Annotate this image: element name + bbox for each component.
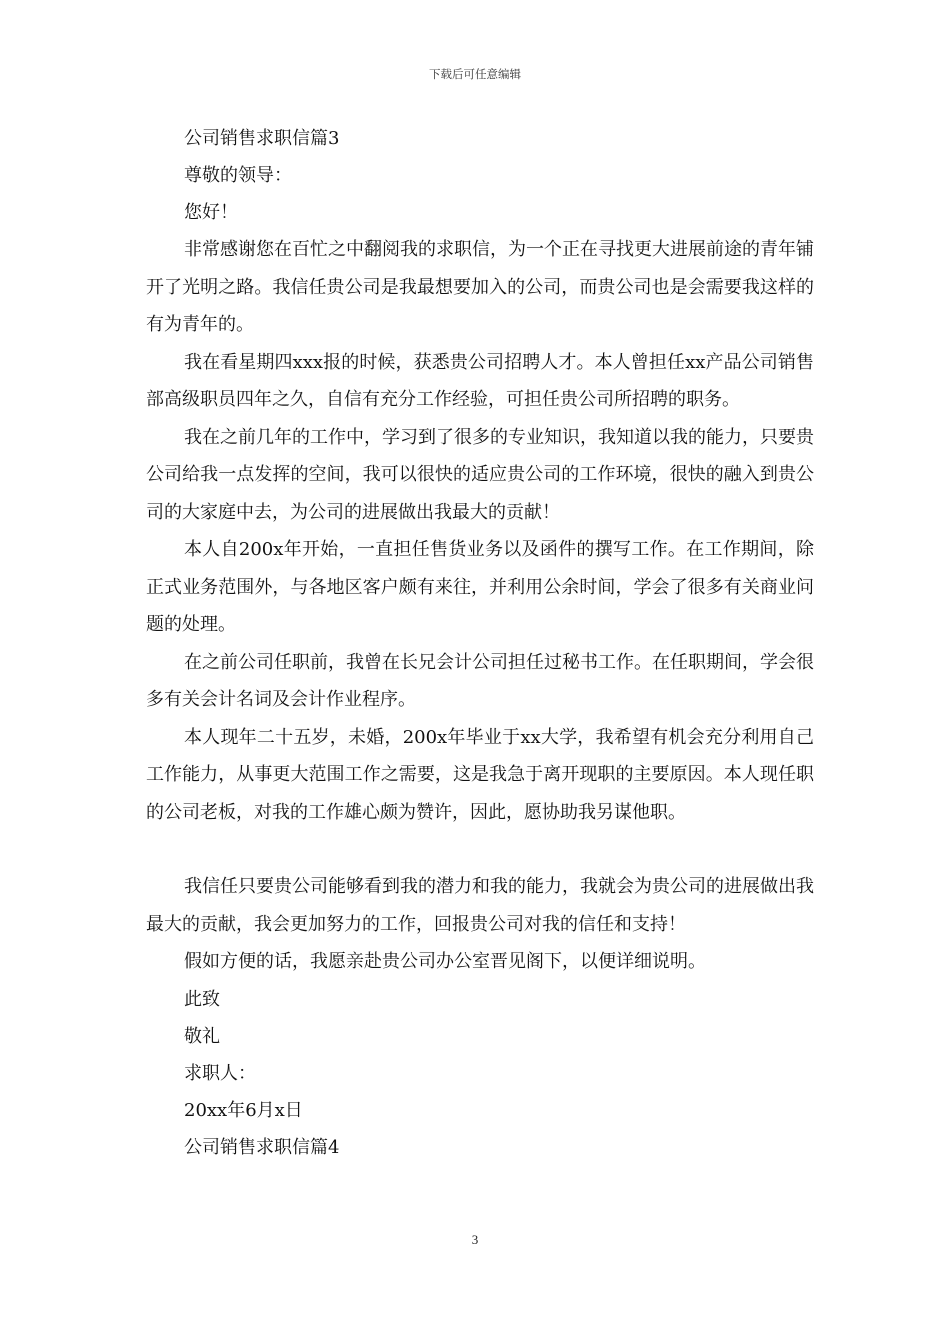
paragraph: 本人自200x年开始，一直担任售货业务以及函件的撰写工作。在工作期间，除正式业务范围外，与各地区客户颇有来往，并利用公余时间，学会了很多有关商业问题的处理。 — [146, 539, 814, 635]
letter-title: 公司销售求职信篇3 — [184, 128, 340, 149]
paragraph: 非常感谢您在百忙之中翻阅我的求职信，为一个正在寻找更大进展前途的青年铺开了光明之路。我信任贵公司是我最想要加入的公司，而贵公司也是会需要我这样的有为青年的。 — [146, 239, 814, 335]
salutation: 尊敬的领导： — [184, 165, 292, 186]
paragraph: 我在之前几年的工作中，学习到了很多的专业知识，我知道以我的能力，只要贵公司给我一点发挥的空间，我可以很快的适应贵公司的工作环境，很快的融入到贵公司的大家庭中去，为公司的进展做出我最大的贡献！ — [146, 426, 814, 523]
document-body — [146, 120, 814, 1166]
closing-line-1: 此致 — [184, 988, 220, 1010]
paragraph: 我在看星期四xxx报的时候，获悉贵公司招聘人才。本人曾担任xx产品公司销售部高级职员四年之久，自信有充分工作经验，可担任贵公司所招聘的职务。 — [146, 351, 814, 410]
letter-date: 20xx年6月x日 — [184, 1099, 303, 1121]
header-note: 下载后可任意编辑 — [429, 67, 521, 81]
next-letter-title: 公司销售求职信篇4 — [184, 1136, 340, 1158]
closing-line-2: 敬礼 — [184, 1025, 220, 1047]
paragraph: 本人现年二十五岁，未婚，200x年毕业于xx大学，我希望有机会充分利用自己工作能力，从事更大范围工作之需要，这是我急于离开现职的主要原因。本人现任职的公司老板，对我的工作雄心颇为赞许，因此，愿协助我另谋他职。 — [146, 726, 814, 823]
paragraph: 假如方便的话，我愿亲赴贵公司办公室晋见阁下，以便详细说明。 — [184, 951, 706, 972]
blank-line — [146, 831, 814, 868]
page-number: 3 — [471, 1232, 479, 1247]
signature-label: 求职人： — [184, 1062, 256, 1084]
greeting: 您好！ — [184, 202, 238, 223]
paragraph: 在之前公司任职前，我曾在长兄会计公司担任过秘书工作。在任职期间，学会很多有关会计名词及会计作业程序。 — [146, 651, 814, 710]
paragraph: 我信任只要贵公司能够看到我的潜力和我的能力，我就会为贵公司的进展做出我最大的贡献，我会更加努力的工作，回报贵公司对我的信任和支持！ — [146, 876, 814, 935]
